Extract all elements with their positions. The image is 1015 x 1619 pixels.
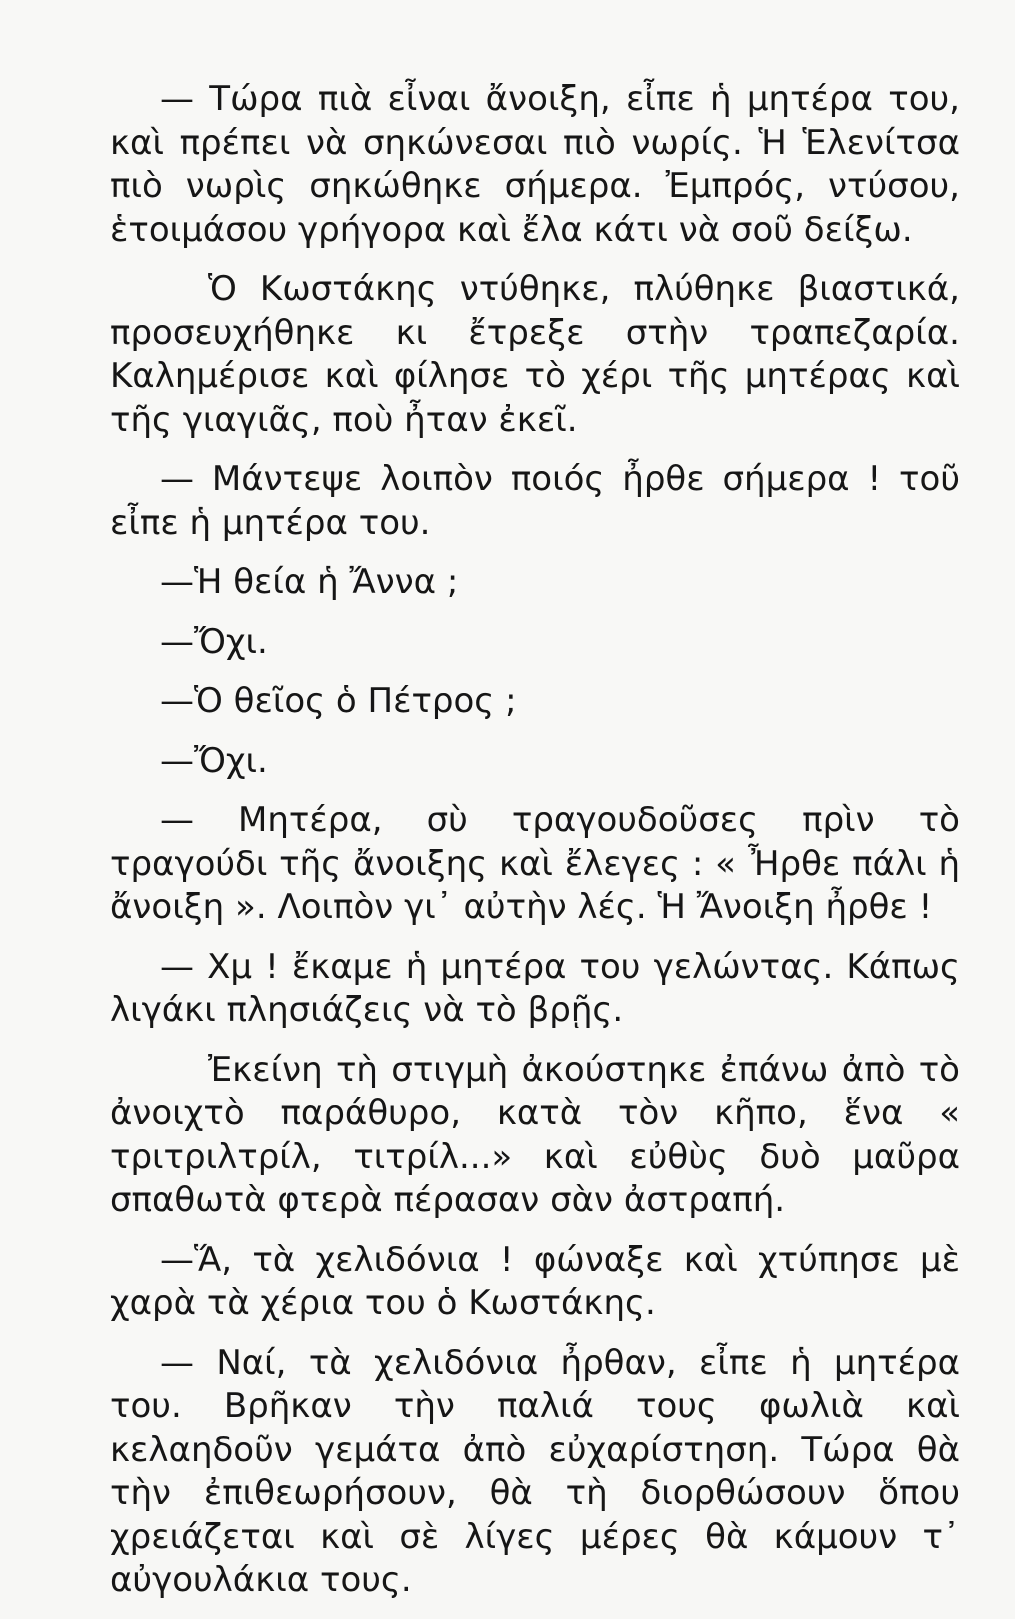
- paragraph-1: — Τώρα πιὰ εἶναι ἄνοιξη, εἶπε ἡ μητέρα του, καὶ πρέπει νὰ σηκώνεσαι πιὸ νωρίς. Ἡ Ἑλενίτσα πιὸ νωρὶς σηκώθηκε σήμερα. Ἐμπρός, ντύσου, ἑτοιμάσου γρήγορα καὶ ἔλα κάτι νὰ σοῦ δείξω.: [110, 79, 960, 250]
- paragraph-5: —Ὄχι.: [160, 621, 268, 662]
- paragraph-11: —Ἅ, τὰ χελιδόνια ! φώναξε καὶ χτύπησε μὲ χαρὰ τὰ χέρια του ὁ Κωστάκης.: [110, 1239, 960, 1323]
- paragraph-3: — Μάντεψε λοιπὸν ποιός ἦρθε σήμερα ! τοῦ εἶπε ἡ μητέρα του.: [110, 459, 960, 543]
- paragraph-9: — Χμ ! ἔκαμε ἡ μητέρα του γελώντας. Κάπως λιγάκι πλησιάζεις νὰ τὸ βρῇς.: [110, 946, 960, 1030]
- paragraph-12: — Ναί, τὰ χελιδόνια ἦρθαν, εἶπε ἡ μητέρα του. Βρῆκαν τὴν παλιά τους φωλιὰ καὶ κελαηδοῦν γεμάτα ἀπὸ εὐχαρίστηση. Τώρα θὰ τὴν ἐπιθεωρήσουν, θὰ τὴ διορθώσουν ὅπου χρειάζεται καὶ σὲ λίγες μέρες θὰ κάμουν τ᾽ αὐγουλάκια τους.: [110, 1342, 960, 1600]
- paragraph-10: Ἐκείνη τὴ στιγμὴ ἀκούστηκε ἐπάνω ἀπὸ τὸ ἀνοιχτὸ παράθυρο, κατὰ τὸν κῆπο, ἕνα « τριτριλτρίλ, τιτρίλ...» καὶ εὐθὺς δυὸ μαῦρα σπαθωτὰ φτερὰ πέρασαν σὰν ἀστραπή.: [110, 1049, 960, 1220]
- paragraph-4: —Ἡ θεία ἡ Ἄννα ;: [160, 562, 459, 602]
- paragraph-7: —Ὄχι.: [160, 740, 268, 781]
- paragraph-6: —Ὁ θεῖος ὁ Πέτρος ;: [160, 681, 517, 721]
- page-text: [110, 78, 960, 1619]
- paragraph-8: — Μητέρα, σὺ τραγουδοῦσες πρὶν τὸ τραγούδι τῆς ἄνοιξης καὶ ἔλεγες : « Ἦρθε πάλι ἡ ἄνοιξη ». Λοιπὸν γι᾽ αὐτὴν λές. Ἡ Ἄνοιξη ἦρθε !: [110, 800, 960, 927]
- paragraph-2: Ὁ Κωστάκης ντύθηκε, πλύθηκε βιαστικά, προσευχήθηκε κι ἔτρεξε στὴν τραπεζαρία. Καλημέρισε καὶ φίλησε τὸ χέρι τῆς μητέρας καὶ τῆς γιαγιᾶς, ποὺ ἦταν ἐκεῖ.: [110, 269, 960, 440]
